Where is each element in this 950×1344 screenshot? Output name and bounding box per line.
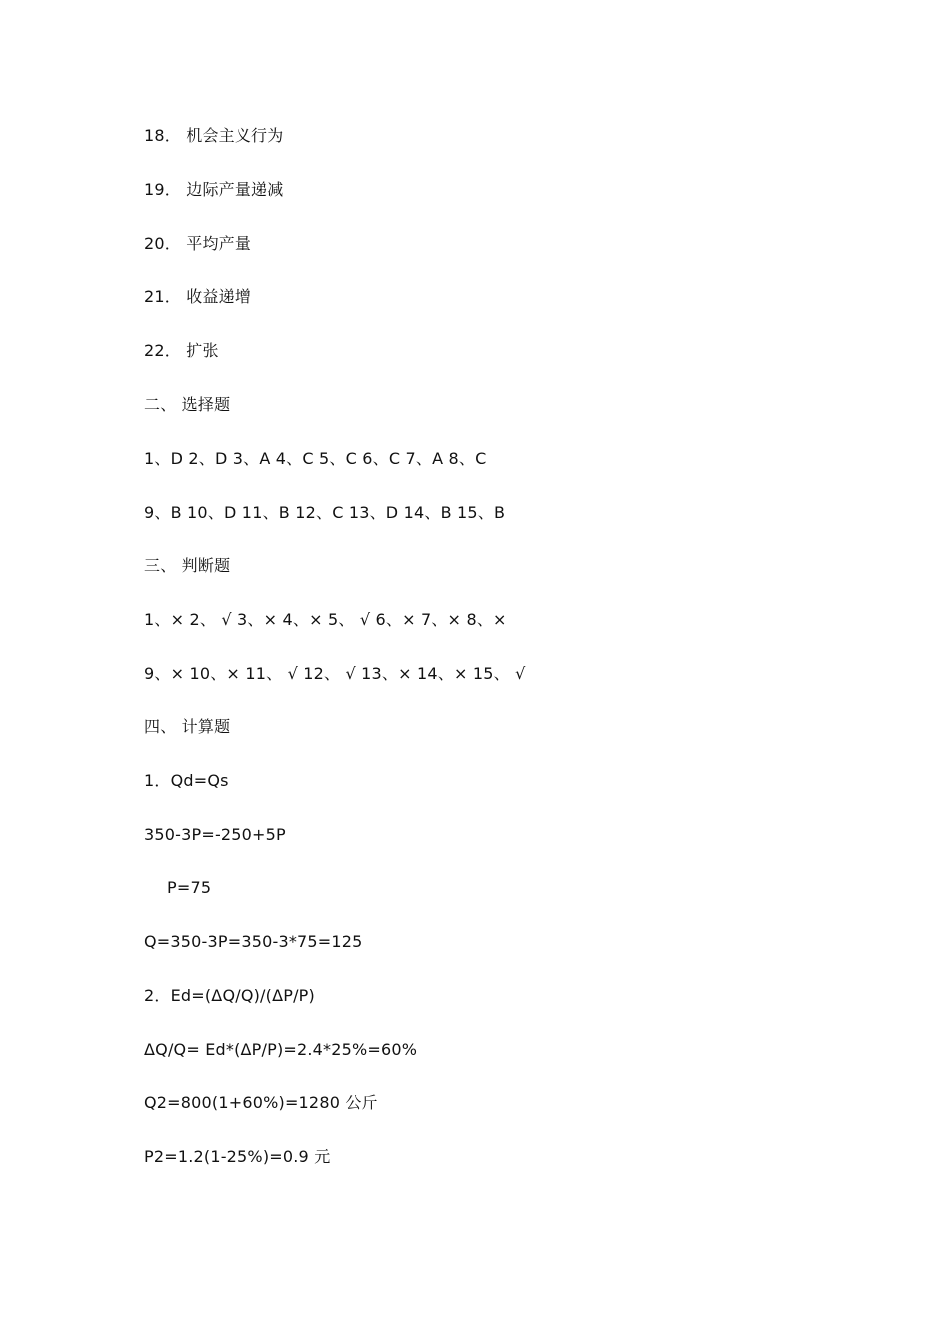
term-20: 20． 平均产量 bbox=[144, 234, 252, 253]
choice-answers-row-2: 9、B 10、D 11、B 12、C 13、D 14、B 15、B bbox=[144, 503, 506, 522]
calc-2-step-4: P2=1.2(1-25%)=0.9 元 bbox=[144, 1147, 331, 1166]
judgment-answers-row-1: 1、× 2、 √ 3、× 4、× 5、 √ 6、× 7、× 8、× bbox=[144, 610, 507, 629]
section-heading-calculation: 四、 计算题 bbox=[144, 717, 231, 736]
term-18: 18． 机会主义行为 bbox=[144, 126, 284, 145]
section-heading-judgment: 三、 判断题 bbox=[144, 556, 231, 575]
term-22: 22． 扩张 bbox=[144, 341, 219, 360]
calc-1-step-3: P=75 bbox=[167, 878, 212, 897]
calc-1-step-1: 1．Qd=Qs bbox=[144, 771, 229, 790]
term-21: 21． 收益递增 bbox=[144, 287, 252, 306]
calc-2-step-1: 2．Ed=(ΔQ/Q)/(ΔP/P) bbox=[144, 986, 315, 1005]
calc-2-step-2: ΔQ/Q= Ed*(ΔP/P)=2.4*25%=60% bbox=[144, 1040, 418, 1059]
term-19: 19． 边际产量递减 bbox=[144, 180, 284, 199]
section-heading-choice: 二、 选择题 bbox=[144, 395, 231, 414]
calc-1-step-2: 350-3P=-250+5P bbox=[144, 825, 286, 844]
choice-answers-row-1: 1、D 2、D 3、A 4、C 5、C 6、C 7、A 8、C bbox=[144, 449, 487, 468]
calc-1-step-4: Q=350-3P=350-3*75=125 bbox=[144, 932, 363, 951]
calc-2-step-3: Q2=800(1+60%)=1280 公斤 bbox=[144, 1093, 378, 1112]
judgment-answers-row-2: 9、× 10、× 11、 √ 12、 √ 13、× 14、× 15、 √ bbox=[144, 664, 526, 683]
